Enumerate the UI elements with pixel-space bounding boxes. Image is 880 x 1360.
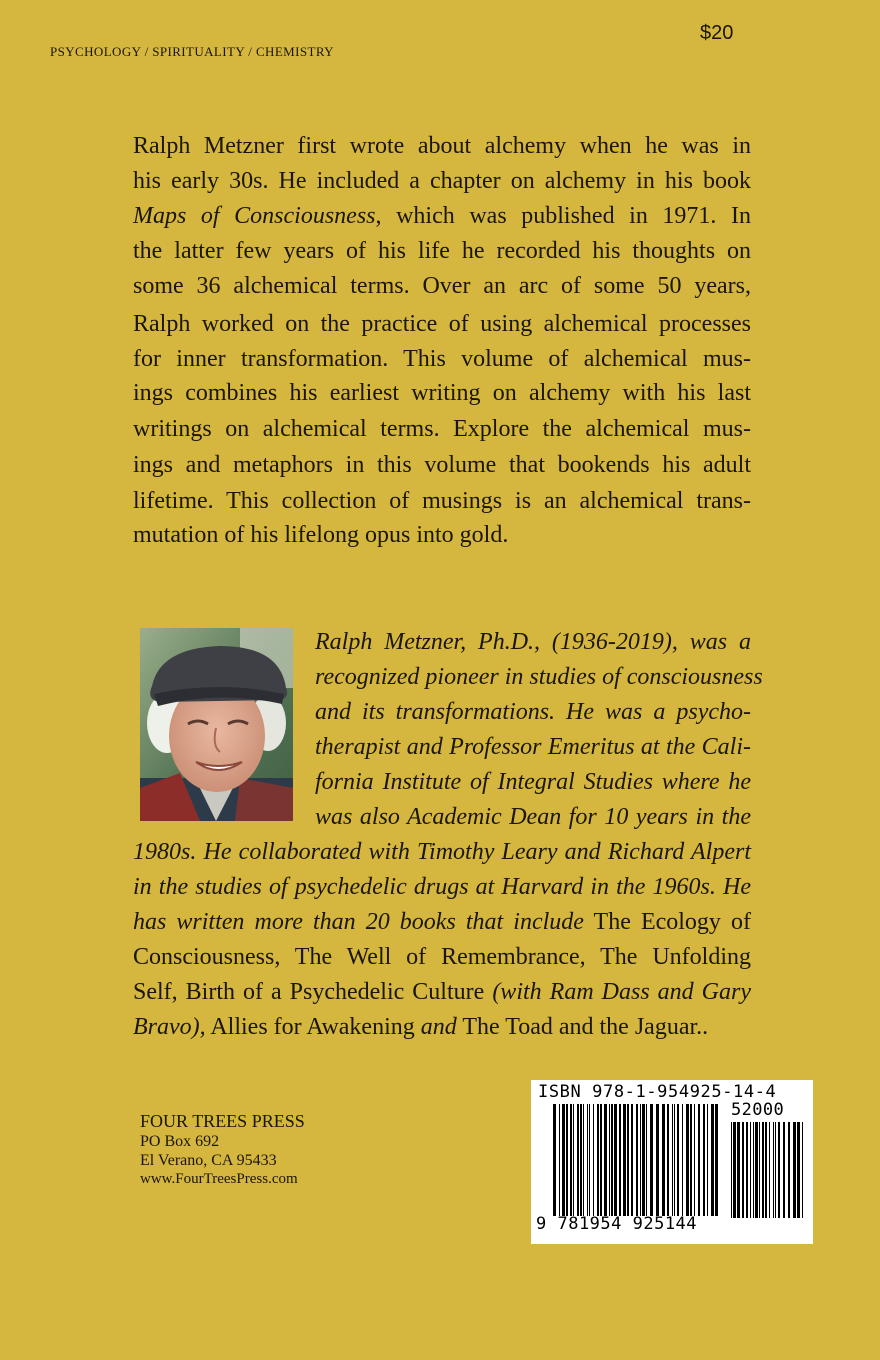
barcode-bar (731, 1122, 732, 1218)
barcode-bar (690, 1104, 692, 1216)
barcode-bar (646, 1104, 647, 1216)
bio-text: (with Ram Dass and Gary (492, 979, 752, 1005)
description-line (133, 199, 751, 233)
price-code: 52000 (731, 1100, 785, 1120)
barcode-bar (553, 1104, 556, 1216)
price-label: $20 (700, 22, 734, 44)
barcode-bar (715, 1104, 718, 1216)
isbn-label: ISBN 978-1-954925-14-4 (538, 1082, 777, 1102)
description-line: the latter few years of his life he recorded his thoughts on (133, 238, 751, 264)
barcode-bar (580, 1104, 582, 1216)
description-text: , which was published in 1971. In (375, 203, 751, 229)
description-line: writings on alchemical terms. Explore the alchemical mus- (133, 416, 751, 442)
barcode-bar (636, 1104, 638, 1216)
barcode-bar (753, 1122, 754, 1218)
barcode-bar (797, 1122, 800, 1218)
barcode-bar (802, 1122, 803, 1218)
bio-line: Consciousness, The Well of Remembrance, The Unfolding (133, 944, 751, 970)
barcode-bar (593, 1104, 594, 1216)
bio-line: therapist and Professor Emeritus at the Cali- (315, 734, 751, 760)
barcode-bar (597, 1104, 599, 1216)
book-title-allies: Allies for Awakening (205, 1014, 421, 1040)
barcode-bar (609, 1104, 610, 1216)
barcode-bar (686, 1104, 689, 1216)
barcode (531, 1080, 813, 1244)
book-title-ecology: The Ecology of (583, 909, 751, 935)
barcode-bar (570, 1104, 572, 1216)
barcode-bar (559, 1104, 560, 1216)
barcode-bar (773, 1122, 774, 1218)
barcode-bar (677, 1104, 679, 1216)
description-line: mutation of his lifelong opus into gold. (133, 522, 509, 548)
barcode-bar (737, 1122, 740, 1218)
barcode-bar (769, 1122, 770, 1218)
barcode-bar (765, 1122, 767, 1218)
barcode-bar (750, 1122, 751, 1218)
bio-line: and its transformations. He was a psycho- (315, 699, 751, 725)
bio-line: fornia Institute of Integral Studies where he (315, 769, 751, 795)
bio-text: and (420, 1014, 457, 1040)
barcode-bar (587, 1104, 588, 1216)
barcode-bar (667, 1104, 669, 1216)
barcode-bar (707, 1104, 708, 1216)
bio-line: Ralph Metzner, Ph.D., (1936-2019), was a (315, 629, 751, 655)
bio-line: was also Academic Dean for 10 years in the (315, 804, 751, 830)
barcode-bar (742, 1122, 744, 1218)
barcode-bar (642, 1104, 645, 1216)
bio-line: in the studies of psychedelic drugs at Harvard in the 1960s. He (133, 874, 751, 900)
barcode-bar (623, 1104, 626, 1216)
description-line: ings combines his earliest writing on alchemy with his last (133, 380, 751, 406)
barcode-bar (783, 1122, 785, 1218)
bio-line (133, 905, 751, 939)
description-line: Ralph Metzner first wrote about alchemy when he was in (133, 133, 751, 159)
barcode-bar (589, 1104, 590, 1216)
barcode-bar (573, 1104, 574, 1216)
publisher-po-box: PO Box 692 (140, 1133, 220, 1150)
barcode-bar (614, 1104, 617, 1216)
barcode-bar (746, 1122, 748, 1218)
bio-line (133, 1010, 751, 1044)
barcode-bar (611, 1104, 613, 1216)
publisher-info (140, 1110, 400, 1189)
barcode-bar (682, 1104, 683, 1216)
category-label: PSYCHOLOGY / SPIRITUALITY / CHEMISTRY (50, 44, 334, 59)
description-line: Ralph worked on the practice of using alchemical processes (133, 311, 751, 337)
barcode-bar (762, 1122, 764, 1218)
description-line: some 36 alchemical terms. Over an arc of some 50 years, (133, 273, 751, 299)
book-titles: Self, Birth of a Psychedelic Culture (133, 979, 493, 1005)
barcode-bar (627, 1104, 629, 1216)
bio-line (133, 975, 751, 1009)
barcode-bar (755, 1122, 758, 1218)
barcode-bar (788, 1122, 790, 1218)
barcode-bar (604, 1104, 607, 1216)
ean-number: 9 781954 925144 (536, 1214, 698, 1234)
barcode-bar (631, 1104, 633, 1216)
barcode-bar (662, 1104, 665, 1216)
description-line: lifetime. This collection of musings is an alchemical trans- (133, 488, 751, 514)
barcode-bar (778, 1122, 780, 1218)
barcode-bar (674, 1104, 675, 1216)
barcode-bar (672, 1104, 673, 1216)
barcode-bar (759, 1122, 760, 1218)
description-line: ings and metaphors in this volume that bookends his adult (133, 452, 751, 478)
barcode-bar (694, 1104, 695, 1216)
publisher-url: www.FourTreesPress.com (140, 1171, 298, 1187)
book-title-maps-of-consciousness: Maps of Consciousness (133, 203, 376, 229)
barcode-bar (577, 1104, 579, 1216)
description-line: his early 30s. He included a chapter on alchemy in his book (133, 168, 751, 194)
description-line: for inner transformation. This volume of alchemical mus- (133, 346, 751, 372)
bio-line: 1980s. He collaborated with Timothy Leary and Richard Alpert (133, 839, 751, 865)
barcode-bar (583, 1104, 584, 1216)
barcode-bar (640, 1104, 641, 1216)
barcode-bar (711, 1104, 714, 1216)
barcode-bar (733, 1122, 736, 1218)
barcode-bar (562, 1104, 565, 1216)
barcode-bar (793, 1122, 796, 1218)
bio-text: Bravo), (133, 1014, 206, 1040)
barcode-bar (703, 1104, 705, 1216)
barcode-bar (600, 1104, 602, 1216)
publisher-name: FOUR TREES PRESS (140, 1111, 305, 1131)
barcode-bar (775, 1122, 776, 1218)
barcode-bar (619, 1104, 621, 1216)
barcode-bar (650, 1104, 653, 1216)
bio-line: recognized pioneer in studies of consciousness (315, 664, 763, 690)
author-photo (140, 628, 293, 821)
publisher-city: El Verano, CA 95433 (140, 1152, 277, 1169)
barcode-bar (698, 1104, 700, 1216)
barcode-bar (656, 1104, 659, 1216)
barcode-bar (566, 1104, 568, 1216)
book-title-toad: The Toad and the Jaguar.. (456, 1014, 709, 1040)
bio-text: has written more than 20 books that include (133, 909, 584, 935)
